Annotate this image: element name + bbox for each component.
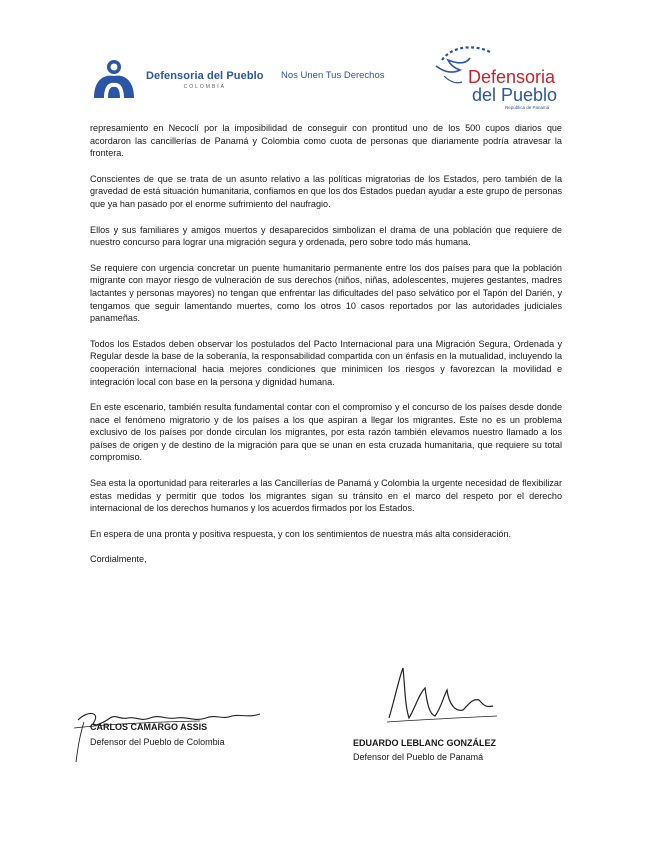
body-paragraph: Sea esta la oportunidad para reiterarles a las Cancillerías de Panamá y Colombia la urgente necesidad de flexibilizar estas medidas y permitir que todos los migrantes sigan su tránsito en el marco del respeto por el derecho internacional de los derechos humanos y los acuerdos firmados por los Estados. — [90, 478, 562, 514]
panama-country-tag: República de Panamá — [505, 105, 550, 110]
right-handwritten-signature — [385, 658, 505, 738]
body-paragraph: represamiento en Necoclí por la imposibilidad de conseguir con prontitud uno de los 500 cupos diarios que acordaron las cancillerías de Panamá y Colombia como cuota de personas que diariamente podría atravesar la frontera. — [90, 123, 562, 159]
letter-body — [90, 122, 562, 579]
body-paragraph: Ellos y sus familiares y amigos muertos y desaparecidos simbolizan el drama de una población que requiere de nuestro concurso para lograr una migración segura y ordenada, pero sobre todo más humana. — [90, 224, 562, 248]
body-paragraph: En este escenario, también resulta fundamental contar con el compromiso y el concurso de los países desde donde nace el fenómeno migratorio y de los países a los que aspiran a llegar los migrantes. Este no es un problema exclusivo de los países por donde circulan los migrantes, por esta razón también elevamos nuestro llamado a los países de origen y de destino de la migración para que se unan en esta cruzada humanitaria, que requiere su total compromiso. — [90, 402, 562, 463]
body-paragraph: Se requiere con urgencia concretar un puente humanitario permanente entre los dos países para que la población migrante con mayor riesgo de vulneración de sus derechos (niños, niñas, adolescentes, mujeres gestantes, madres lactantes y personas mayores) no tengan que enfrentar las dificultades del paso selvático por el Tapón del Darién, y tengamos que seguir lamentando muertes, como los otros 10 casos reportados por las autoridades judiciales panameñas. — [90, 262, 562, 324]
body-paragraph: Todos los Estados deben observar los postulados del Pacto Internacional para una Migración Segura, Ordenada y Regular desde la base de la soberanía, la responsabilidad compartida con un énfasis en la mutualidad, incluyendo la cooperación internacional hacia mejores condiciones que minimicen los riesgos y favorezcan la movilidad e integración local con base en la persona y dignidad humana. — [90, 338, 562, 387]
left-signer-role: Defensor del Pueblo de Colombia — [90, 737, 225, 747]
colombia-institution-name: Defensoria del Pueblo — [146, 70, 264, 82]
body-paragraph: En espera de una pronta y positiva respuesta, y con los sentimientos de nuestra más alta consideración. — [90, 528, 512, 539]
panama-institution-name-line1: Defensoria — [468, 67, 556, 87]
colombia-logo-block — [90, 58, 264, 102]
right-signer-name: EDUARDO LEBLANC GONZÁLEZ — [353, 738, 496, 748]
closing-salutation: Cordialmente, — [90, 554, 147, 565]
colombia-country-label: COLOMBIA — [183, 84, 227, 90]
left-handwritten-signature — [70, 706, 280, 766]
body-paragraph: Conscientes de que se trata de un asunto relativo a las políticas migratorias de los Estados, pero también de la gravedad de está situación humanitaria, confiamos en que los dos Estados puedan ayudar a este grupo de personas que ya han pasado por el enorme sufrimiento del naufragio. — [90, 173, 562, 209]
right-signer-role: Defensor del Pueblo de Panamá — [353, 752, 484, 762]
left-signer-name: CARLOS CAMARGO ASSIS — [90, 722, 208, 732]
colombia-slogan: Nos Unen Tus Derechos — [281, 70, 385, 81]
colombia-people-logo-icon — [90, 58, 138, 102]
panama-institution-name-line2: del Pueblo — [472, 85, 558, 105]
